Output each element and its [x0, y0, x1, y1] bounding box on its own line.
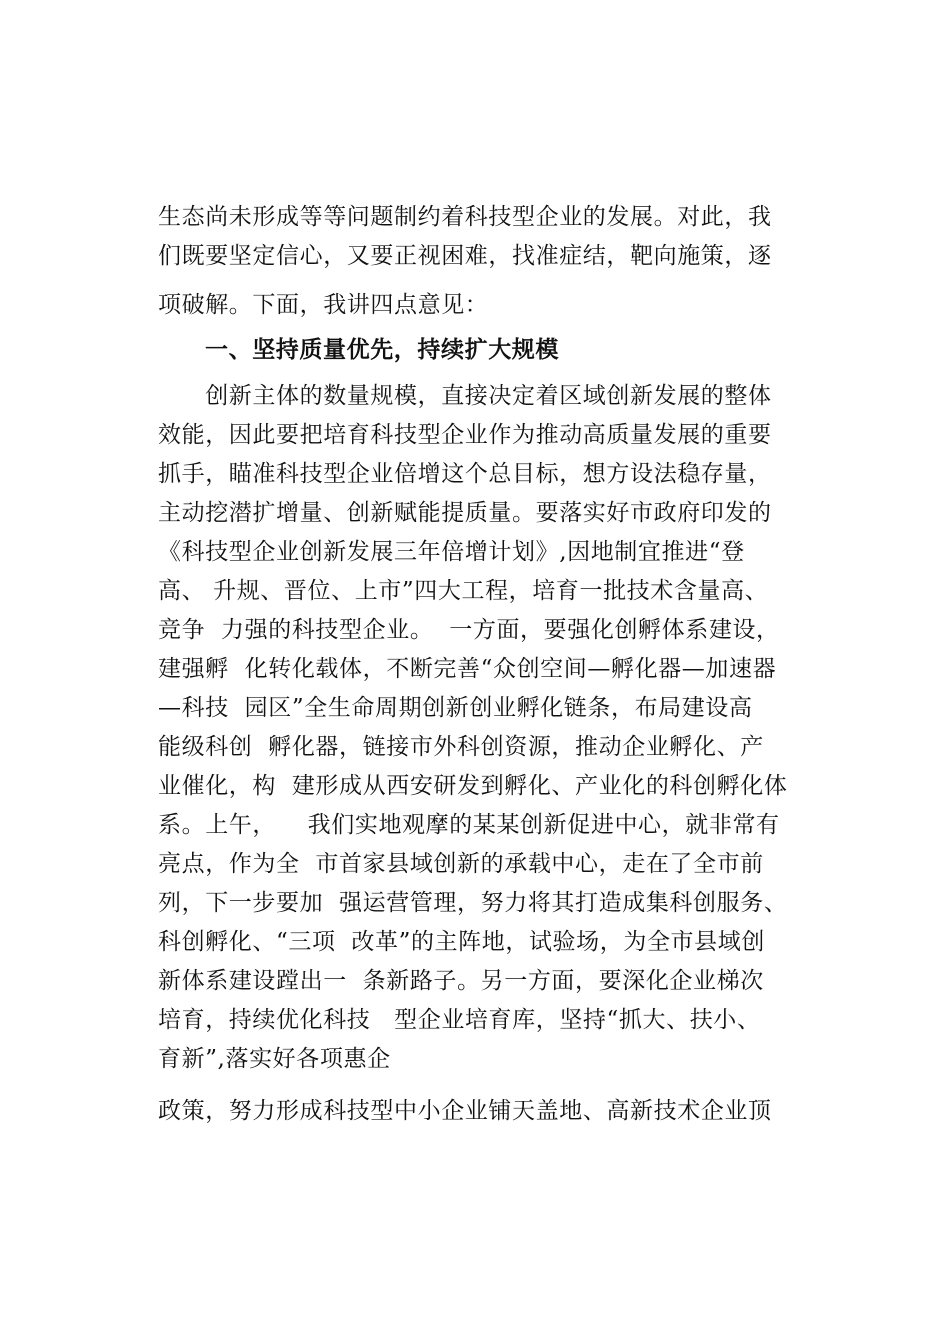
text-line: 新体系建设蹚出一 条新路子。另一方面，要深化企业梯次	[158, 968, 764, 994]
section-heading: 一、坚持质量优先，持续扩大规模	[205, 337, 559, 363]
text-line: 创新主体的数量规模，直接决定着区域创新发展的整体	[158, 383, 772, 409]
text-line: 列，下一步要加 强运营管理，努力将其打造成集科创服务、	[158, 890, 788, 916]
text-line: 项破解。下面，我讲四点意见：	[158, 292, 489, 318]
text-line: 育新”,落实好各项惠企	[158, 1046, 391, 1072]
text-line: —科技 园区”全生命周期创新创业孵化链条，布局建设高	[158, 695, 753, 721]
text-line: 竞争 力强的科技型企业。 一方面，要强化创孵体系建设，	[158, 617, 780, 643]
text-line: 业催化，构 建形成从西安研发到孵化、产业化的科创孵化体	[158, 773, 788, 799]
text-line: 政策，努力形成科技型中小企业铺天盖地、高新技术企业顶	[158, 1098, 772, 1124]
text-line: 《科技型企业创新发展三年倍增计划》,因地制宜推进“登	[158, 539, 745, 565]
text-line: 生态尚未形成等等问题制约着科技型企业的发展。对此，我	[158, 204, 772, 230]
text-line: 培育，持续优化科技 型企业培育库，坚持“抓大、扶小、	[158, 1007, 761, 1033]
text-line: 效能，因此要把培育科技型企业作为推动高质量发展的重要	[158, 422, 772, 448]
text-line: 亮点，作为全 市首家县域创新的承载中心，走在了全市前	[158, 851, 764, 877]
text-line: 们既要坚定信心，又要正视困难，找准症结，靶向施策，逐	[158, 243, 772, 269]
text-line: 系。上午， 我们实地观摩的某某创新促进中心，就非常有	[158, 812, 780, 838]
text-line: 能级科创 孵化器，链接市外科创资源，推动企业孵化、产	[158, 734, 764, 760]
text-line: 建强孵 化转化载体，不断完善“众创空间—孵化器—加速器	[158, 656, 777, 682]
text-line: 主动挖潜扩增量、创新赋能提质量。要落实好市政府印发的	[158, 500, 772, 526]
text-line: 抓手，瞄准科技型企业倍增这个总目标，想方设法稳存量，	[158, 461, 772, 487]
text-line: 高、 升规、晋位、上市”四大工程，培育一批技术含量高、	[158, 578, 769, 604]
text-line: 科创孵化、“三项 改革”的主阵地，试验场，为全市县域创	[158, 929, 765, 955]
